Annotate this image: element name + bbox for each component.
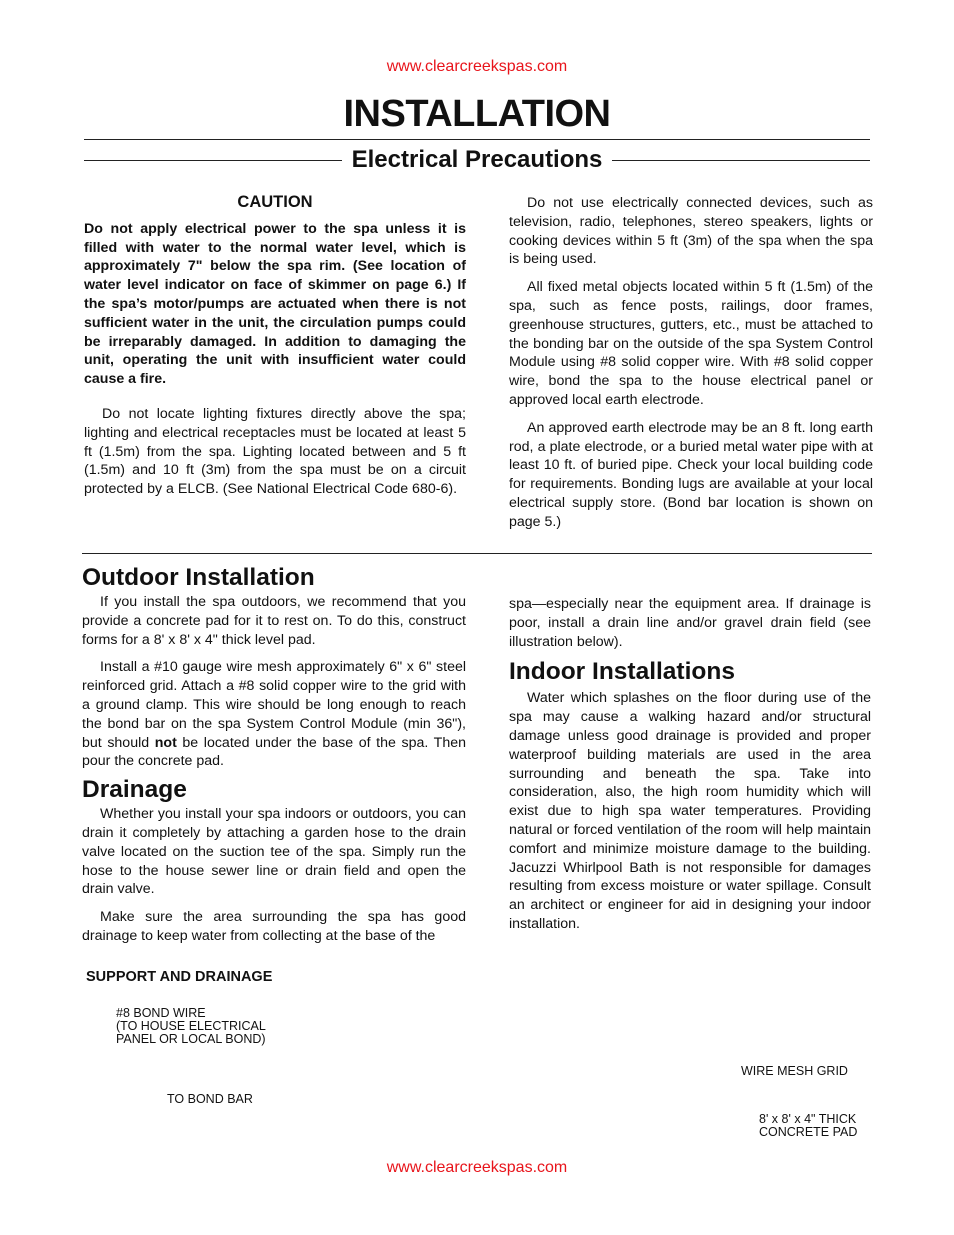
- page-title: INSTALLATION: [343, 93, 611, 135]
- label-bond-wire: #8 BOND WIRE (TO HOUSE ELECTRICAL PANEL OR LOCAL BOND): [116, 1006, 266, 1046]
- devices-paragraph: Do not use electrically connected devices, such as television, radio, telephones, stereo speakers, lights or cooking devices within 5 ft (3m) of the spa when the spa is being used.: [509, 195, 873, 268]
- earth-electrode-paragraph: An approved earth electrode may be an 8 ft. long earth rod, a plate electrode, or a buried metal water pipe with at least 10 ft. of buried pipe. Check your local building code for requirements. Bonding lugs are available at your local electrical supply store. (Bond bar location is shown on page 5.): [509, 419, 873, 530]
- drainage-heading: Drainage: [82, 776, 187, 804]
- drainage-paragraph-1: Whether you install your spa indoors or outdoors, you can drain it completely by attaching a garden hose to the drain valve located on the suction tee of the spa. Simply run the hose to the house sewer line or drain field and open the drain valve.: [82, 806, 466, 898]
- outdoor-paragraph-1: If you install the spa outdoors, we recommend that you provide a concrete pad for it to rest on. To do this, construct forms for a 8' x 8' x 4" thick level pad.: [82, 594, 466, 648]
- electrical-right-column: [509, 194, 873, 541]
- indoor-column: [509, 595, 871, 943]
- label-bond-bar: TO BOND BAR: [167, 1092, 253, 1106]
- footer-url[interactable]: www.clearcreekspas.com: [386, 1159, 568, 1176]
- section-title: Electrical Precautions: [0, 146, 954, 174]
- caution-block: [84, 193, 466, 508]
- title-rule: [84, 139, 870, 140]
- label-wire-mesh-grid: WIRE MESH GRID: [741, 1064, 848, 1078]
- caution-text: Do not apply electrical power to the spa unless it is filled with water to the normal water level, which is approximately 7" below the spa rim. (See location of water level indicator on face of skimmer on page 6.) If the spa’s motor/pumps are actuated when there is not sufficient water in the unit, the circulation pumps could be irreparably damaged. In addition to damaging the unit, operating the unit with insufficient water could cause a fire.: [84, 220, 466, 388]
- drainage-paragraph-2: Make sure the area surrounding the spa has good drainage to keep water from collecting at the base of the: [82, 909, 466, 944]
- metal-objects-paragraph: All fixed metal objects located within 5 ft (1.5m) of the spa, such as fence posts, railings, door frames, greenhouse structures, gutters, etc., must be attached to the bonding bar on the outside of the spa System Control Module using #8 solid copper wire. With #8 solid copper wire, bond the spa to the house electrical panel or approved local earth electrode.: [509, 279, 873, 408]
- indoor-paragraph: Water which splashes on the floor during use of the spa may cause a walking hazard and/or structural damage unless good drainage is provided and proper waterproof building materials are used in the area surrounding and beneath the spa. Take into consideration, also, the high room humidity which will exist due to high spa water temperatures. Providing natural or forced ventilation of the room will help maintain comfort and minimize moisture damage to the building. Jacuzzi Whirlpool Bath is not responsible for damages resulting from excess moisture or water spillage. Consult an architect or engineer for aid in designing your indoor installation.: [509, 690, 871, 932]
- figure-title: SUPPORT AND DRAINAGE: [86, 969, 273, 985]
- label-concrete-pad: 8' x 8' x 4" THICK CONCRETE PAD: [759, 1112, 858, 1139]
- header-url[interactable]: www.clearcreekspas.com: [386, 58, 568, 75]
- outdoor-drainage-column: [82, 563, 466, 955]
- indoor-heading: Indoor Installations: [509, 658, 735, 686]
- drainage-paragraph-2-continued: spa—especially near the equipment area. If drainage is poor, install a drain line and/or gravel drain field (see illustration below).: [509, 596, 871, 650]
- lighting-paragraph: Do not locate lighting fixtures directly above the spa; lighting and electrical receptacles must be located at least 5 ft (1.5m) from the spa. Lighting located between and 5 ft (1.5m) and 10 ft (3m) from the spa must be on a circuit protected by a ELCB. (See National Electrical Code 680-6).: [84, 405, 466, 498]
- section-divider: [82, 553, 872, 554]
- caution-heading: CAUTION: [237, 193, 313, 211]
- outdoor-paragraph-2: Install a #10 gauge wire mesh approximately 6" x 6" steel reinforced grid. Attach a #8 solid copper wire to the grid with a ground clamp. This wire should be long enough to reach the bond bar on the spa System Control Module (min 36"), but should not be located under the base of the spa. Then pour the concrete pad.: [82, 659, 467, 770]
- outdoor-heading: Outdoor Installation: [82, 564, 315, 591]
